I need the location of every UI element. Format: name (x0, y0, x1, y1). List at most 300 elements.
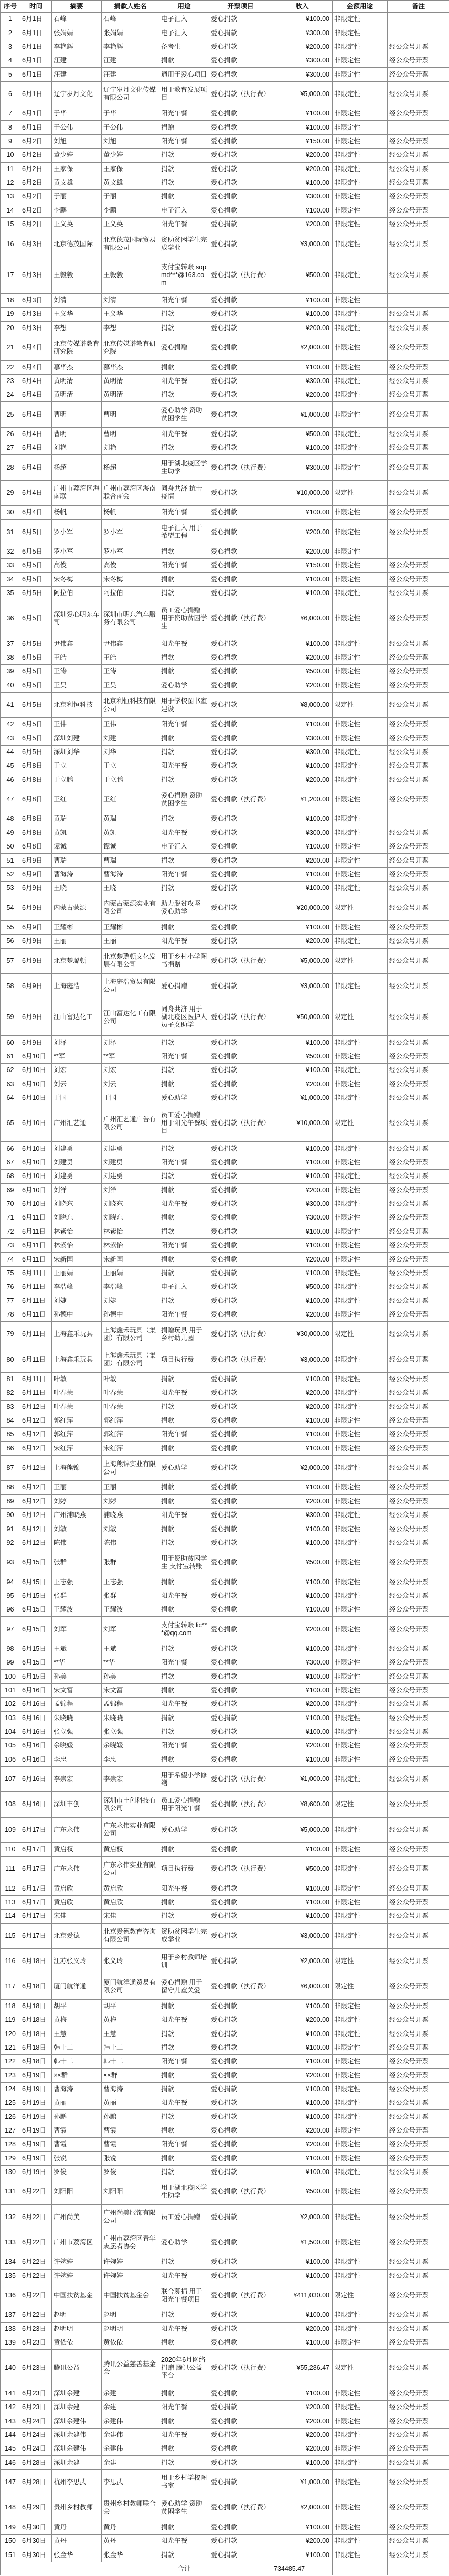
cell-income: ¥100.00 (272, 2027, 333, 2041)
cell-note: 经公众号开票 (388, 1842, 449, 1856)
cell-income: ¥200.00 (272, 149, 333, 162)
cell-summary: 深圳余建伟 (52, 2442, 102, 2456)
cell-income: ¥200.00 (272, 1494, 333, 1508)
cell-note: 经公众号开票 (388, 68, 449, 81)
cell-note: 经公众号开票 (388, 107, 449, 121)
cell-income: ¥100.00 (272, 2255, 333, 2269)
cell-income: ¥200.00 (272, 217, 333, 231)
cell-date: 6月24日 (20, 2428, 52, 2442)
cell-usage: 非限定性 (333, 217, 388, 231)
cell-usage: 非限定性 (333, 1455, 388, 1480)
cell-purpose: 员工爱心捐赠 用于阳光午餐 (159, 1792, 209, 1817)
cell-no: 32 (1, 545, 20, 558)
cell-note: 经公众号开票 (388, 1817, 449, 1842)
cell-usage: 非限定性 (333, 506, 388, 520)
table-row (1, 2387, 449, 2400)
cell-summary: 张群 (52, 1589, 102, 1603)
cell-usage: 非限定性 (333, 1441, 388, 1455)
cell-summary: 刘旭 (52, 134, 102, 148)
cell-income: ¥100.00 (272, 920, 333, 934)
cell-summary: 孙德中 (52, 1308, 102, 1321)
cell-no: 28 (1, 455, 20, 480)
cell-summary: 余晓媛 (52, 1739, 102, 1753)
cell-usage: 非限定性 (333, 2204, 388, 2230)
cell-income: ¥300.00 (272, 190, 333, 204)
table-row (1, 1683, 449, 1697)
cell-date: 6月30日 (20, 2534, 52, 2548)
cell-summary: 叶春荣 (52, 1386, 102, 1400)
cell-income: ¥200.00 (272, 1617, 333, 1642)
cell-note: 经公众号开票 (388, 2387, 449, 2400)
cell-usage: 非限定性 (333, 1428, 388, 1441)
table-row (1, 1036, 449, 1050)
cell-income: ¥500.00 (272, 257, 333, 293)
cell-income: ¥100.00 (272, 2096, 333, 2110)
cell-invoice: 爱心捐款 (209, 773, 272, 787)
cell-invoice: 爱心捐款 (209, 1739, 272, 1753)
cell-no: 111 (1, 1857, 20, 1882)
cell-summary: 中国扶贫基金 (52, 2283, 102, 2308)
cell-income: ¥100.00 (272, 882, 333, 895)
cell-invoice: 爱心捐款 (209, 1211, 272, 1225)
table-row (1, 2520, 449, 2534)
cell-invoice: 爱心捐款 (209, 2469, 272, 2495)
cell-invoice: 爱心捐款 (209, 2269, 272, 2283)
cell-usage: 非限定性 (333, 1698, 388, 1711)
table-row (1, 854, 449, 867)
cell-note: 经公众号开票 (388, 2124, 449, 2137)
table-row (1, 2534, 449, 2548)
cell-no: 132 (1, 2204, 20, 2230)
cell-no: 64 (1, 1091, 20, 1105)
cell-no: 23 (1, 374, 20, 388)
cell-usage: 非限定性 (333, 1670, 388, 1683)
cell-no: 5 (1, 68, 20, 81)
cell-no: 70 (1, 1197, 20, 1211)
cell-invoice: 爱心捐款 (209, 1895, 272, 1909)
cell-date: 6月5日 (20, 732, 52, 745)
cell-income: ¥200.00 (272, 2400, 333, 2414)
cell-income: ¥55,286.47 (272, 2350, 333, 2387)
cell-usage: 限定性 (333, 2283, 388, 2308)
cell-summary: 赵明 (52, 2308, 102, 2322)
cell-note: 经公众号开票 (388, 2082, 449, 2096)
cell-no: 30 (1, 506, 20, 520)
table-row (1, 1895, 449, 1909)
cell-summary: 曹海涛 (52, 867, 102, 881)
cell-purpose: 阳光午餐 (159, 2138, 209, 2151)
cell-summary: 尹伟鑫 (52, 637, 102, 651)
cell-summary: 刘建勇 (52, 1170, 102, 1183)
cell-income: ¥300.00 (272, 1211, 333, 1225)
cell-donor: 上海庭浩贸易有限公司 (102, 973, 159, 999)
cell-purpose: 捐款 (159, 2041, 209, 2054)
cell-note: 经公众号开票 (388, 190, 449, 204)
cell-summary: 于立 (52, 759, 102, 773)
cell-donor: 于丽 (102, 190, 159, 204)
cell-usage: 非限定性 (333, 1064, 388, 1077)
cell-invoice: 爱心捐款 (209, 882, 272, 895)
cell-donor: 曹海涛 (102, 867, 159, 881)
cell-purpose: 项目执行费 (159, 1857, 209, 1882)
cell-donor: 郭红萍 (102, 1428, 159, 1441)
cell-note (388, 13, 449, 26)
header-income: 收入 (272, 1, 333, 13)
cell-income: ¥100.00 (272, 759, 333, 773)
cell-note: 经公众号开票 (388, 1253, 449, 1266)
cell-donor: 孙德中 (102, 1308, 159, 1321)
cell-income: ¥2,000.00 (272, 2204, 333, 2230)
cell-usage: 非限定性 (333, 1617, 388, 1642)
cell-income: ¥100.00 (272, 1642, 333, 1656)
cell-no: 7 (1, 107, 20, 121)
cell-note: 经公众号开票 (388, 854, 449, 867)
cell-note: 经公众号开票 (388, 2548, 449, 2562)
table-row (1, 840, 449, 854)
cell-usage: 非限定性 (333, 1753, 388, 1766)
cell-purpose: 捐款 (159, 1036, 209, 1050)
cell-date: 6月2日 (20, 204, 52, 217)
cell-date: 6月3日 (20, 321, 52, 335)
cell-note: 经公众号开票 (388, 149, 449, 162)
cell-donor: 刘建 (102, 732, 159, 745)
cell-no: 121 (1, 2041, 20, 2054)
table-row (1, 812, 449, 826)
cell-summary: 韩十二 (52, 2055, 102, 2069)
cell-no: 138 (1, 2322, 20, 2336)
cell-donor: 罗小军 (102, 545, 159, 558)
cell-summary: 上海鑫禾玩具 (52, 1322, 102, 1347)
cell-usage: 非限定性 (333, 1882, 388, 1895)
cell-note: 经公众号开票 (388, 1910, 449, 1923)
cell-income: ¥100.00 (272, 1036, 333, 1050)
cell-donor: 王丽 (102, 935, 159, 948)
cell-date: 6月17日 (20, 1895, 52, 1909)
cell-date: 6月9日 (20, 854, 52, 867)
cell-summary: 王丽 (52, 1481, 102, 1494)
cell-donor: 王家保 (102, 162, 159, 176)
cell-no: 24 (1, 388, 20, 402)
cell-note: 经公众号开票 (388, 2179, 449, 2204)
cell-invoice: 爱心捐款 (209, 545, 272, 558)
table-row (1, 573, 449, 586)
cell-date: 6月19日 (20, 2124, 52, 2137)
cell-donor: 许婉婷 (102, 2255, 159, 2269)
cell-summary: 深圳丰创 (52, 1792, 102, 1817)
cell-date: 6月22日 (20, 2308, 52, 2322)
cell-date: 6月16日 (20, 1683, 52, 1697)
table-row (1, 441, 449, 455)
cell-income: ¥100.00 (272, 361, 333, 374)
cell-no: 58 (1, 973, 20, 999)
cell-summary: 林紫怡 (52, 1239, 102, 1253)
cell-income: ¥8,000.00 (272, 692, 333, 717)
table-row (1, 121, 449, 134)
cell-invoice: 爱心捐款 (209, 973, 272, 999)
cell-purpose: 捐款 (159, 1414, 209, 1427)
table-row (1, 935, 449, 948)
cell-purpose: 捐款 (159, 2082, 209, 2096)
cell-no: 4 (1, 54, 20, 68)
cell-invoice: 爱心捐款 (209, 1428, 272, 1441)
cell-usage: 非限定性 (333, 176, 388, 189)
cell-usage: 非限定性 (333, 2013, 388, 2027)
cell-no: 136 (1, 2283, 20, 2308)
cell-note: 经公众号开票 (388, 1294, 449, 1308)
cell-usage: 非限定性 (333, 1895, 388, 1909)
cell-summary: 李鹏 (52, 204, 102, 217)
cell-purpose: 阳光午餐 (159, 1197, 209, 1211)
cell-donor: 余建 (102, 2400, 159, 2414)
cell-income: ¥3,000.00 (272, 231, 333, 257)
cell-usage: 非限定性 (333, 665, 388, 679)
table-row (1, 2269, 449, 2283)
cell-purpose: 阳光午餐 (159, 506, 209, 520)
cell-donor: 王丽 (102, 1481, 159, 1494)
cell-purpose: 捐款 (159, 2387, 209, 2400)
cell-purpose: 捐款 (159, 1895, 209, 1909)
cell-invoice: 爱心捐款 (209, 665, 272, 679)
cell-donor: 王晓 (102, 882, 159, 895)
cell-date: 6月2日 (20, 149, 52, 162)
cell-donor: 北京传媒谱教育研究院 (102, 335, 159, 361)
cell-income: ¥1,200.00 (272, 787, 333, 812)
cell-note: 经公众号开票 (388, 162, 449, 176)
cell-invoice: 爱心捐款 (209, 745, 272, 759)
cell-purpose: 阳光午餐 (159, 2096, 209, 2110)
cell-note: 经公众号开票 (388, 1999, 449, 2013)
cell-income: ¥100.00 (272, 2548, 333, 2562)
cell-usage: 非限定性 (333, 2096, 388, 2110)
cell-date: 6月5日 (20, 665, 52, 679)
table-row (1, 1294, 449, 1308)
cell-income: ¥100.00 (272, 107, 333, 121)
cell-income: ¥100.00 (272, 637, 333, 651)
cell-invoice: 爱心捐款 (209, 1522, 272, 1536)
cell-date: 6月9日 (20, 948, 52, 973)
table-row (1, 520, 449, 545)
cell-summary: 刘阳阳 (52, 2179, 102, 2204)
cell-usage: 限定性 (333, 1322, 388, 1347)
cell-date: 6月3日 (20, 231, 52, 257)
cell-summary: 黄丹 (52, 2520, 102, 2534)
cell-no: 107 (1, 1766, 20, 1791)
cell-note (388, 26, 449, 40)
cell-donor: 内蒙古蒙源实业有限公司 (102, 895, 159, 920)
cell-summary: 许婉婷 (52, 2269, 102, 2283)
cell-purpose: 捐款 (159, 2456, 209, 2469)
cell-usage: 非限定性 (333, 2269, 388, 2283)
cell-note: 经公众号开票 (388, 231, 449, 257)
cell-donor: 孙美 (102, 1670, 159, 1683)
cell-summary: 王皓 (52, 651, 102, 664)
cell-note: 经公众号开票 (388, 692, 449, 717)
cell-donor: 于立 (102, 759, 159, 773)
table-row (1, 54, 449, 68)
cell-no: 77 (1, 1294, 20, 1308)
table-row (1, 2179, 449, 2204)
cell-donor: 广州市荔湾区海南联合商会 (102, 480, 159, 505)
table-row (1, 402, 449, 427)
cell-income: ¥200.00 (272, 520, 333, 545)
table-row (1, 2230, 449, 2255)
cell-donor: 罗小军 (102, 520, 159, 545)
cell-date: 6月28日 (20, 2456, 52, 2469)
cell-no: 134 (1, 2255, 20, 2269)
cell-note: 经公众号开票 (388, 2138, 449, 2151)
cell-date: 6月18日 (20, 1999, 52, 2013)
cell-usage: 非限定性 (333, 1817, 388, 1842)
cell-summary: 王红 (52, 787, 102, 812)
cell-invoice: 爱心捐款 (209, 190, 272, 204)
cell-usage: 限定性 (333, 895, 388, 920)
cell-usage: 非限定性 (333, 1091, 388, 1105)
cell-invoice: 爱心捐款 (209, 1142, 272, 1156)
table-row (1, 637, 449, 651)
cell-no: 17 (1, 257, 20, 293)
cell-purpose: 捐款 (159, 1536, 209, 1550)
cell-summary: 刘泽 (52, 1036, 102, 1050)
cell-note: 经公众号开票 (388, 1575, 449, 1589)
cell-no: 86 (1, 1441, 20, 1455)
cell-summary: 深圳刘建 (52, 732, 102, 745)
cell-date: 6月16日 (20, 1711, 52, 1725)
cell-date: 6月9日 (20, 999, 52, 1036)
cell-income: ¥100.00 (272, 718, 333, 732)
table-row (1, 2255, 449, 2269)
cell-note: 经公众号开票 (388, 520, 449, 545)
cell-usage: 非限定性 (333, 308, 388, 321)
cell-income: ¥2,000.00 (272, 2495, 333, 2520)
cell-usage: 非限定性 (333, 1642, 388, 1656)
cell-donor: 宋佳 (102, 1910, 159, 1923)
cell-summary: 黄启欣 (52, 1895, 102, 1909)
header-row (1, 1, 449, 13)
cell-usage: 非限定性 (333, 2255, 388, 2269)
cell-invoice: 爱心捐款 (209, 1239, 272, 1253)
cell-date: 6月10日 (20, 1077, 52, 1091)
cell-donor: 黄丽 (102, 2096, 159, 2110)
cell-purpose: 电子汇入 (159, 204, 209, 217)
cell-usage: 非限定性 (333, 1481, 388, 1494)
cell-no: 122 (1, 2055, 20, 2069)
cell-note: 经公众号开票 (388, 1105, 449, 1142)
cell-usage: 非限定性 (333, 1280, 388, 1294)
cell-summary: 江苏张义玲 (52, 1948, 102, 1974)
total-spacer (1, 2562, 159, 2575)
cell-donor: 上海鑫禾玩具（集团）有限公司 (102, 1322, 159, 1347)
cell-invoice: 爱心捐款 (209, 1197, 272, 1211)
table-row (1, 1698, 449, 1711)
cell-date: 6月5日 (20, 651, 52, 664)
cell-donor: 黄启权 (102, 1842, 159, 1856)
cell-no: 49 (1, 826, 20, 840)
cell-note: 经公众号开票 (388, 1670, 449, 1683)
cell-no: 71 (1, 1211, 20, 1225)
cell-note: 经公众号开票 (388, 2110, 449, 2124)
cell-invoice: 爱心捐款 (209, 2055, 272, 2069)
table-row (1, 1792, 449, 1817)
header-note: 备注 (388, 1, 449, 13)
table-row (1, 2110, 449, 2124)
cell-summary: 叶春荣 (52, 1400, 102, 1414)
cell-date: 6月23日 (20, 2322, 52, 2336)
table-row (1, 826, 449, 840)
cell-no: 104 (1, 1725, 20, 1738)
cell-usage: 非限定性 (333, 2428, 388, 2442)
cell-summary: 王义华 (52, 308, 102, 321)
table-row (1, 1170, 449, 1183)
cell-usage: 非限定性 (333, 1036, 388, 1050)
cell-purpose: 捐款 (159, 2336, 209, 2349)
cell-invoice: 爱心捐款 (209, 388, 272, 402)
cell-note: 经公众号开票 (388, 1698, 449, 1711)
cell-invoice: 爱心捐款 (209, 1400, 272, 1414)
cell-usage: 非限定性 (333, 637, 388, 651)
cell-donor: 阿拉伯 (102, 586, 159, 600)
cell-invoice: 爱心捐款 (209, 1225, 272, 1238)
cell-usage: 非限定性 (333, 1603, 388, 1617)
cell-invoice: 爱心捐款（执行费） (209, 787, 272, 812)
total-label: 合计 (159, 2562, 209, 2575)
cell-donor: 北京楚璐顿文化发展有限公司 (102, 948, 159, 973)
cell-note: 经公众号开票 (388, 374, 449, 388)
cell-no: 78 (1, 1308, 20, 1321)
cell-date: 6月2日 (20, 217, 52, 231)
cell-income: ¥200.00 (272, 854, 333, 867)
cell-date: 6月16日 (20, 1739, 52, 1753)
cell-invoice: 爱心捐款 (209, 718, 272, 732)
cell-invoice: 爱心捐款（执行费） (209, 455, 272, 480)
cell-purpose: 资助贫困学生完成学业 (159, 1923, 209, 1948)
cell-income: ¥100.00 (272, 13, 333, 26)
cell-date: 6月9日 (20, 867, 52, 881)
cell-donor: 李思武 (102, 2469, 159, 2495)
cell-summary: 黄启欣 (52, 1882, 102, 1895)
cell-purpose: 捐款 (159, 149, 209, 162)
cell-donor: 余建伟 (102, 2428, 159, 2442)
cell-date: 6月11日 (20, 1372, 52, 1386)
cell-date: 6月12日 (20, 1400, 52, 1414)
cell-no: 31 (1, 520, 20, 545)
cell-purpose: 用于教育发展项目 (159, 81, 209, 107)
cell-no: 94 (1, 1575, 20, 1589)
cell-purpose: 捐款 (159, 2308, 209, 2322)
cell-income: ¥100.00 (272, 1882, 333, 1895)
cell-no: 148 (1, 2495, 20, 2520)
cell-donor: 刘婕 (102, 1294, 159, 1308)
cell-note: 经公众号开票 (388, 1156, 449, 1169)
cell-date: 6月1日 (20, 81, 52, 107)
cell-summary: 王涛 (52, 665, 102, 679)
cell-usage: 非限定性 (333, 2520, 388, 2534)
cell-donor: 赵明 (102, 2308, 159, 2322)
cell-invoice: 爱心捐款 (209, 1294, 272, 1308)
cell-purpose: 捐款 (159, 1481, 209, 1494)
table-row (1, 217, 449, 231)
cell-invoice: 爱心捐款（执行费） (209, 999, 272, 1036)
cell-no: 106 (1, 1753, 20, 1766)
cell-purpose: 阳光午餐 (159, 2534, 209, 2548)
cell-note: 经公众号开票 (388, 1455, 449, 1480)
cell-summary: 黄梅 (52, 2013, 102, 2027)
cell-note: 经公众号开票 (388, 1656, 449, 1670)
cell-date: 6月3日 (20, 308, 52, 321)
cell-summary: 王斌 (52, 1642, 102, 1656)
cell-summary: 辽宁岁月文化 (52, 81, 102, 107)
cell-invoice: 爱心捐款 (209, 2027, 272, 2041)
cell-no: 66 (1, 1142, 20, 1156)
